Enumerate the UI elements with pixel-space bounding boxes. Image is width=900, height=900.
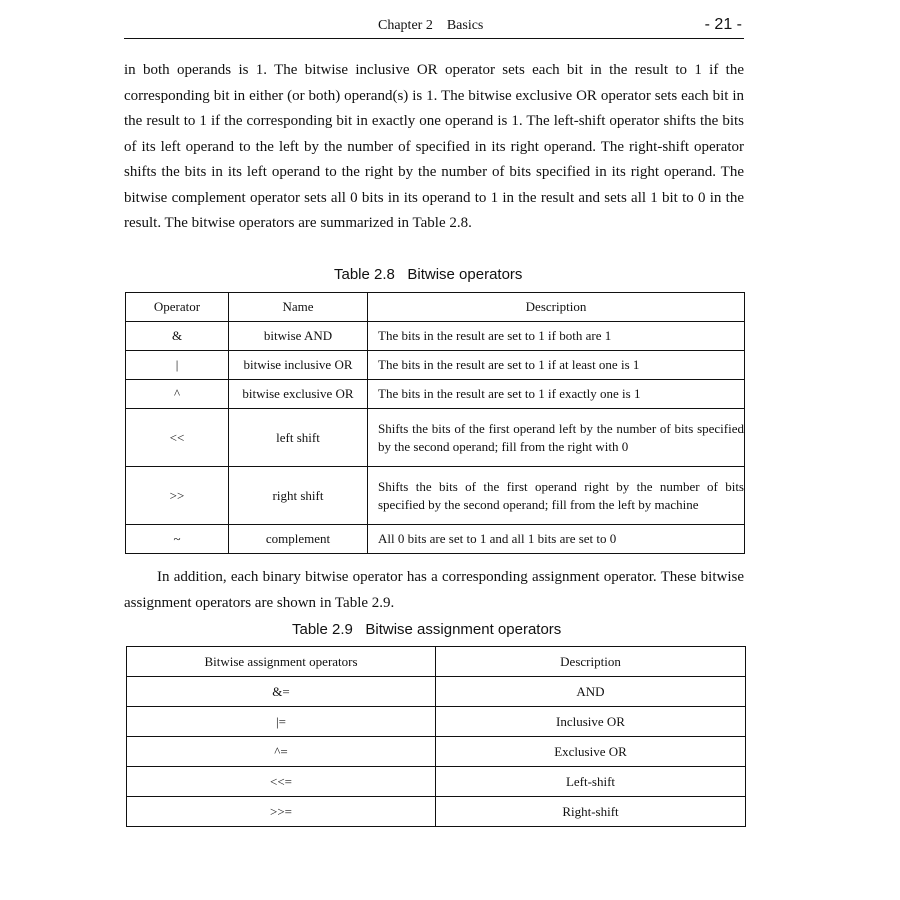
operator-cell: <<= — [127, 767, 436, 797]
description-cell: Shifts the bits of the first operand right by the number of bits specified by the second operand; fill from the left by machine — [368, 467, 745, 525]
name-cell: bitwise AND — [229, 322, 368, 351]
operator-cell: << — [126, 409, 229, 467]
operator-cell: &= — [127, 677, 436, 707]
description-cell: Right-shift — [436, 797, 746, 827]
operator-cell: | — [126, 351, 229, 380]
table-row — [126, 409, 745, 467]
name-cell: complement — [229, 525, 368, 554]
table-row — [127, 677, 746, 707]
body-paragraph-2: In addition, each binary bitwise operator has a corresponding assignment operator. These bitwise assignment operators are shown in Table 2.9. — [124, 569, 744, 611]
table-row — [126, 322, 745, 351]
bitwise-assignment-operators-table — [126, 646, 746, 827]
description-cell: All 0 bits are set to 1 and all 1 bits are set to 0 — [368, 525, 745, 554]
operator-cell: & — [126, 322, 229, 351]
table-row — [126, 525, 745, 554]
description-cell: AND — [436, 677, 746, 707]
description-cell: The bits in the result are set to 1 if exactly one is 1 — [368, 380, 745, 409]
table-header-row — [127, 647, 746, 677]
table-header-row — [126, 293, 745, 322]
chapter-title: Chapter 2 Basics — [378, 18, 484, 33]
page-number: - 21 - — [704, 16, 742, 33]
description-cell: Left-shift — [436, 767, 746, 797]
operator-cell: >> — [126, 467, 229, 525]
name-cell: bitwise inclusive OR — [229, 351, 368, 380]
table-2-9-caption: Table 2.9 Bitwise assignment operators — [292, 621, 562, 638]
name-cell: left shift — [229, 409, 368, 467]
description-cell: Inclusive OR — [436, 707, 746, 737]
table-row — [127, 737, 746, 767]
column-header-operator: Operator — [126, 293, 229, 322]
table-row — [127, 767, 746, 797]
table-row — [126, 351, 745, 380]
operator-cell: ~ — [126, 525, 229, 554]
column-header-name: Name — [229, 293, 368, 322]
operator-cell: ^= — [127, 737, 436, 767]
table-row — [126, 467, 745, 525]
name-cell: bitwise exclusive OR — [229, 380, 368, 409]
operator-cell: >>= — [127, 797, 436, 827]
description-cell: Shifts the bits of the first operand left by the number of bits specified by the second operand; fill from the right with 0 — [368, 409, 745, 467]
body-paragraph-1: in both operands is 1. The bitwise inclusive OR operator sets each bit in the result to 1 if the corresponding bit in either (or both) operand(s) is 1. The bitwise exclusive OR operator sets each bit in the result to 1 if the corresponding bit in exactly one operand is 1. The left-shift operator shifts the bits of its left operand to the left by the number of specified in its right operand. The right-shift operator shifts the bits in its left operand to the right by the number of bits specified in its right operand. The bitwise complement operator sets all 0 bits in its operand to 1 in the result and sets all 1 bit to 0 in the result. The bitwise operators are summarized in Table 2.8. — [124, 62, 744, 231]
page-header — [124, 14, 744, 39]
operator-cell: ^ — [126, 380, 229, 409]
operator-cell: |= — [127, 707, 436, 737]
bitwise-operators-table — [125, 292, 745, 554]
description-cell: The bits in the result are set to 1 if both are 1 — [368, 322, 745, 351]
column-header-description: Description — [368, 293, 745, 322]
column-header-description: Description — [436, 647, 746, 677]
table-row — [127, 707, 746, 737]
column-header-assignment-operators: Bitwise assignment operators — [127, 647, 436, 677]
description-cell: Exclusive OR — [436, 737, 746, 767]
description-cell: The bits in the result are set to 1 if at least one is 1 — [368, 351, 745, 380]
name-cell: right shift — [229, 467, 368, 525]
table-row — [127, 797, 746, 827]
table-2-8-caption: Table 2.8 Bitwise operators — [334, 266, 523, 283]
table-row — [126, 380, 745, 409]
